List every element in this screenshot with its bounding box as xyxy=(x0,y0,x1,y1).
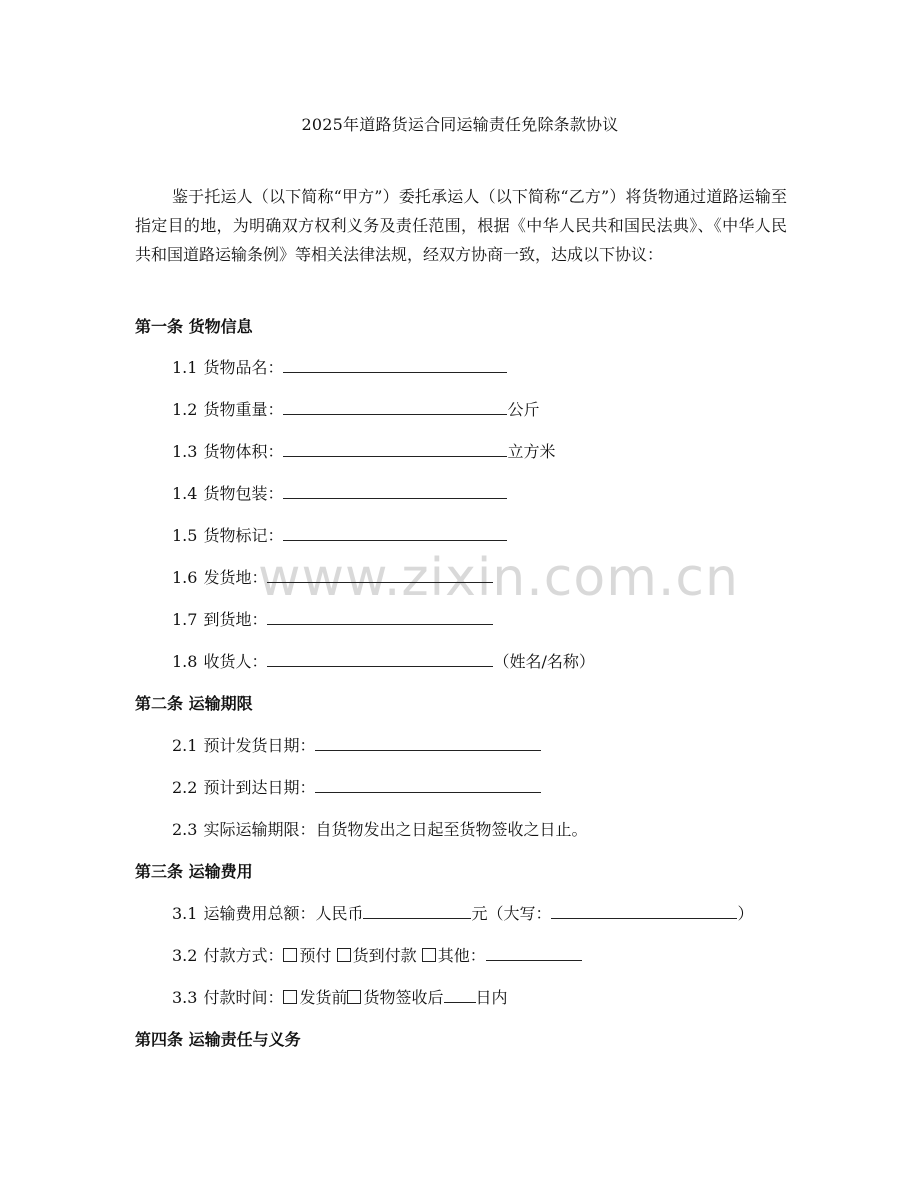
checkbox-other[interactable] xyxy=(422,948,436,962)
item-1-4 xyxy=(172,481,507,504)
intro-paragraph xyxy=(135,182,787,269)
item-label: 货物标记： xyxy=(203,526,284,545)
item-1-3 xyxy=(172,439,555,462)
item-number: 1.1 xyxy=(172,358,198,377)
item-1-7 xyxy=(172,607,493,630)
item-label: 运输费用总额：人民币 xyxy=(203,904,364,923)
fill-blank[interactable] xyxy=(283,524,507,541)
item-label: 付款方式： xyxy=(203,946,284,965)
item-number: 1.3 xyxy=(172,442,198,461)
item-suffix: ） xyxy=(737,904,754,923)
item-number: 1.6 xyxy=(172,568,198,587)
item-suffix: 日内 xyxy=(475,988,508,1007)
amount-blank[interactable] xyxy=(363,902,471,919)
item-number: 1.7 xyxy=(172,610,198,629)
checkbox-after-receipt[interactable] xyxy=(347,990,361,1004)
item-label: 发货地： xyxy=(203,568,268,587)
option-label: 发货前 xyxy=(299,988,348,1007)
item-number: 1.5 xyxy=(172,526,198,545)
item-3-2 xyxy=(172,943,582,966)
item-number: 3.3 xyxy=(172,988,198,1007)
item-number: 2.3 xyxy=(172,820,198,839)
item-number: 1.8 xyxy=(172,652,198,671)
item-1-8 xyxy=(172,649,595,672)
fill-blank[interactable] xyxy=(283,398,507,415)
item-label: 付款时间： xyxy=(203,988,284,1007)
item-number: 3.1 xyxy=(172,904,198,923)
item-number: 1.4 xyxy=(172,484,198,503)
item-mid-text: 元（大写： xyxy=(471,904,552,923)
item-1-2 xyxy=(172,397,539,420)
fill-blank[interactable] xyxy=(283,356,507,373)
item-suffix: 公斤 xyxy=(507,400,540,419)
item-label: 到货地： xyxy=(203,610,268,629)
checkbox-before-shipping[interactable] xyxy=(283,990,297,1004)
fill-blank[interactable] xyxy=(267,608,493,625)
item-2-3 xyxy=(172,817,587,840)
fill-blank[interactable] xyxy=(267,566,493,583)
fill-blank[interactable] xyxy=(267,650,493,667)
option-label: 货到付款 xyxy=(352,946,417,965)
item-number: 1.2 xyxy=(172,400,198,419)
item-1-6 xyxy=(172,565,493,588)
item-number: 2.1 xyxy=(172,736,198,755)
item-1-5 xyxy=(172,523,507,546)
item-label: 货物重量： xyxy=(203,400,284,419)
item-1-1 xyxy=(172,355,507,378)
section-heading-2: 第二条 运输期限 xyxy=(135,694,253,713)
item-suffix: 立方米 xyxy=(507,442,556,461)
item-2-2 xyxy=(172,775,541,798)
item-suffix: （姓名/名称） xyxy=(493,652,595,671)
option-label: 预付 xyxy=(299,946,332,965)
document-title: 2025年道路货运合同运输责任免除条款协议 xyxy=(301,115,619,134)
section-heading-1: 第一条 货物信息 xyxy=(135,317,253,336)
item-number: 3.2 xyxy=(172,946,198,965)
fill-blank[interactable] xyxy=(315,776,541,793)
item-3-1 xyxy=(172,901,754,924)
item-label: 实际运输期限：自货物发出之日起至货物签收之日止。 xyxy=(203,820,588,839)
section-heading-3: 第三条 运输费用 xyxy=(135,862,253,881)
item-label: 预计到达日期： xyxy=(203,778,316,797)
fill-blank[interactable] xyxy=(283,482,507,499)
checkbox-prepay[interactable] xyxy=(283,948,297,962)
item-label: 预计发货日期： xyxy=(203,736,316,755)
section-heading-4: 第四条 运输责任与义务 xyxy=(135,1030,301,1049)
watermark: www.zixin.com.cn xyxy=(258,548,739,608)
item-label: 货物包装： xyxy=(203,484,284,503)
fill-blank[interactable] xyxy=(283,440,507,457)
item-label: 货物体积： xyxy=(203,442,284,461)
item-3-3 xyxy=(172,985,508,1008)
intro-text: 鉴于托运人（以下简称“甲方”）委托承运人（以下简称“乙方”）将货物通过道路运输至指定目的地，为明确双方权利义务及责任范围，根据《中华人民共和国民法典》、《中华人民共和国道路运输条例》等相关法律法规，经双方协商一致，达成以下协议： xyxy=(135,187,787,264)
days-blank[interactable] xyxy=(444,986,476,1003)
item-2-1 xyxy=(172,733,541,756)
item-label: 货物品名： xyxy=(203,358,284,377)
item-number: 2.2 xyxy=(172,778,198,797)
option-label: 其他： xyxy=(437,946,486,965)
checkbox-cod[interactable] xyxy=(337,948,351,962)
amount-capital-blank[interactable] xyxy=(551,902,737,919)
option-label: 货物签收后 xyxy=(363,988,444,1007)
fill-blank[interactable] xyxy=(315,734,541,751)
other-method-blank[interactable] xyxy=(486,944,582,961)
item-label: 收货人： xyxy=(203,652,268,671)
